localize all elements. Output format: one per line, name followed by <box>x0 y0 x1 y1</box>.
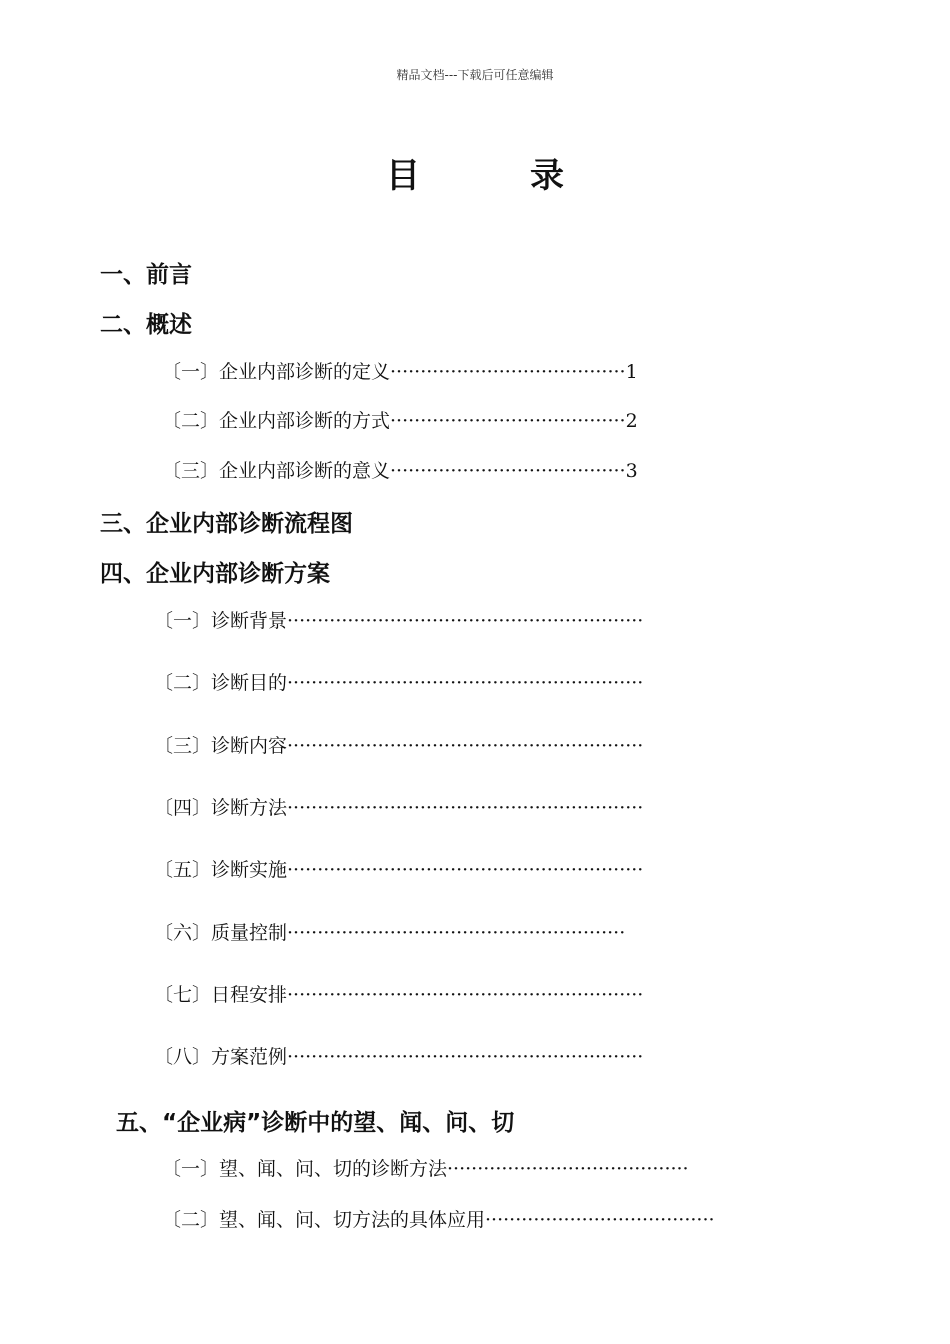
toc-entry <box>162 456 638 483</box>
toc-leader-dots: ········································ <box>447 1158 689 1180</box>
toc-entry-text: 〔七〕日程安排 <box>154 984 288 1006</box>
toc-leader-dots: ······································· <box>390 410 626 432</box>
toc-entry-text: 〔五〕诊断实施 <box>154 859 288 881</box>
toc-entry <box>154 855 643 882</box>
title-left-char: 目 <box>386 156 420 196</box>
toc-entry <box>162 357 638 384</box>
toc-page-number: 3 <box>625 460 638 482</box>
toc-page-number: 2 <box>625 410 638 432</box>
toc-entry-text: 〔八〕方案范例 <box>154 1046 288 1068</box>
toc-entry-text: 〔二〕诊断目的 <box>154 672 288 694</box>
toc-entry <box>154 980 643 1007</box>
section-heading: 一、前言 <box>100 262 192 288</box>
toc-entry <box>154 793 643 820</box>
toc-entry-text: 〔六〕质量控制 <box>154 922 288 944</box>
toc-entry-text: 〔三〕企业内部诊断的意义 <box>162 460 391 482</box>
toc-entry <box>154 606 643 633</box>
toc-entry <box>162 406 638 433</box>
title-right-char: 录 <box>530 156 564 196</box>
toc-leader-dots: ··························································· <box>287 610 644 632</box>
toc-entry <box>154 731 643 758</box>
toc-entry <box>162 1205 715 1232</box>
toc-leader-dots: ··························································· <box>287 735 644 757</box>
section-heading: 二、概述 <box>100 312 192 338</box>
section-heading: 五、“企业病”诊断中的望、闻、问、切 <box>116 1110 515 1136</box>
toc-leader-dots: ······································· <box>390 460 626 482</box>
page-title <box>0 148 950 197</box>
header-note: 精品文档---下载后可任意编辑 <box>396 68 554 82</box>
toc-entry-text: 〔二〕企业内部诊断的方式 <box>162 410 391 432</box>
toc-entry-text: 〔三〕诊断内容 <box>154 735 288 757</box>
toc-leader-dots: ··························································· <box>287 797 644 819</box>
toc-entry <box>154 1042 643 1069</box>
toc-leader-dots: ··························································· <box>287 859 644 881</box>
toc-entry <box>154 918 625 945</box>
section-heading: 三、企业内部诊断流程图 <box>100 511 353 537</box>
toc-leader-dots: ··························································· <box>287 1046 644 1068</box>
toc-entry <box>162 1154 689 1181</box>
toc-entry <box>154 668 643 695</box>
toc-page-number: 1 <box>625 361 638 383</box>
toc-entry-text: 〔一〕企业内部诊断的定义 <box>162 361 391 383</box>
toc-leader-dots: ······································ <box>485 1209 715 1231</box>
toc-leader-dots: ······································· <box>390 361 626 383</box>
toc-entry-text: 〔一〕望、闻、问、切的诊断方法 <box>162 1158 448 1180</box>
toc-leader-dots: ··························································· <box>287 984 644 1006</box>
section-heading: 四、企业内部诊断方案 <box>100 561 330 587</box>
toc-entry-text: 〔四〕诊断方法 <box>154 797 288 819</box>
toc-leader-dots: ··························································· <box>287 672 644 694</box>
toc-leader-dots: ························································ <box>287 922 626 944</box>
toc-entry-text: 〔一〕诊断背景 <box>154 610 288 632</box>
toc-entry-text: 〔二〕望、闻、问、切方法的具体应用 <box>162 1209 486 1231</box>
